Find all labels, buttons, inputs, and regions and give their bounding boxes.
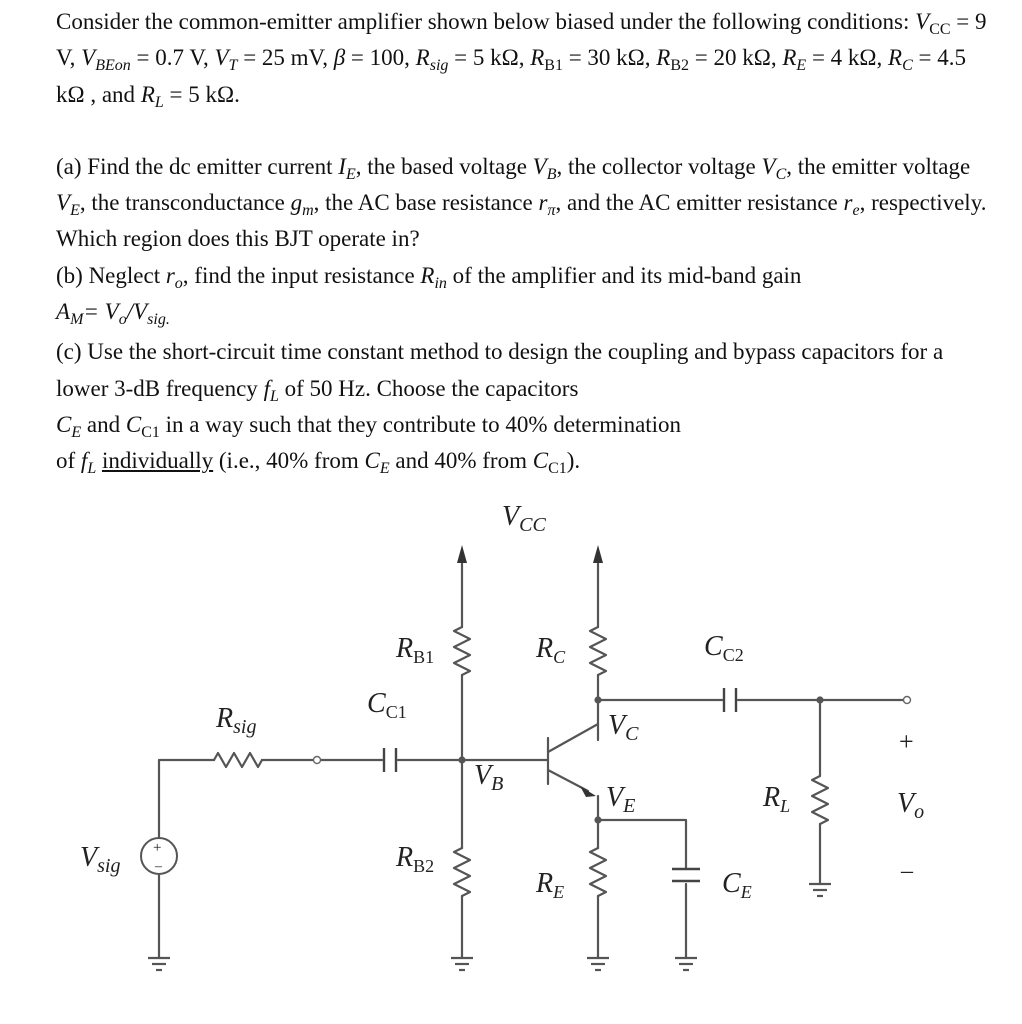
source-to-rsig-wire (159, 760, 214, 838)
rc-label: $R_C$ (536, 633, 566, 667)
rl-resistor (812, 776, 828, 824)
source-minus-sign: – (155, 859, 162, 874)
emitter-junction (594, 816, 601, 823)
part-c: (c) Use the short-circuit time constant method to design the coupling and bypass capacitors for a lower 3-dB frequency $f_L$ of 50 Hz. Choose the capacitors $C_E$ and $C_{C1}$ in a way such that they contribute to 40% determination of $f_L$ individually (i.e., 40% from $C_E$ and 40% from $C_{C1}$). (56, 339, 944, 478)
output-plus-label: + (899, 727, 914, 756)
cc1-label: $C_{C1}$ (367, 688, 407, 722)
collector-junction (594, 696, 601, 703)
intro-text: Consider the common-emitter amplifier shown below biased under the following conditions: (56, 9, 910, 34)
vo-label: $V_o$ (897, 788, 925, 823)
vcc-arrow-rb1 (457, 545, 467, 563)
vb-label: $V_B$ (474, 760, 504, 795)
ground-ce (675, 958, 697, 970)
part-b: (b) Neglect $r_o$, find the input resistance $R_{in}$ of the amplifier and its mid-band gain $A_M= V_o/V_{sig.}$ (56, 262, 802, 329)
output-junction (816, 696, 823, 703)
vcc-arrow-rc (593, 545, 603, 563)
ve-label: $V_E$ (606, 782, 636, 817)
ground-re (587, 958, 609, 970)
source-plus-sign: + (153, 840, 162, 856)
rb2-resistor (454, 848, 470, 896)
rsig-label: $R_{sig}$ (216, 703, 257, 738)
output-minus-label: – (901, 858, 913, 884)
rsig-resistor (214, 753, 262, 767)
ground-rl (809, 884, 831, 896)
vcc-label: $V_{CC}$ (502, 501, 546, 536)
bjt-collector-lead (548, 724, 598, 752)
re-resistor (590, 848, 606, 896)
rb1-resistor (454, 627, 470, 675)
vc-label: $V_C$ (608, 710, 639, 745)
rb2-label: $R_{B2}$ (396, 842, 435, 876)
conditions-paragraph: Consider the common-emitter amplifier shown below biased under the following conditions: $V_{CC} = 9$ V, $V_{BEon} = 0.7$ V, $V_T = 25$ mV, β = 100, $R_{sig} = 5$ kΩ, $R_{B1} = 30$ kΩ, $R_{B2} = 20$ kΩ, $R_E = 4$ kΩ, $R_C = 4.5$ kΩ , and $R_L = 5$ kΩ. (56, 9, 987, 111)
re-label: $R_E$ (536, 868, 565, 902)
underlined-word: individually (101, 448, 214, 474)
bjt-emitter-arrow (580, 786, 596, 797)
emitter-to-ce-wire (598, 820, 686, 868)
ce-label: $C_E$ (722, 868, 752, 902)
ground-source (148, 958, 170, 970)
rb1-label: $R_{B1}$ (396, 633, 435, 667)
rl-label: $R_L$ (763, 782, 791, 816)
rc-resistor (590, 627, 606, 675)
input-terminal (314, 757, 321, 764)
output-terminal (904, 697, 911, 704)
part-a: (a) Find the dc emitter current $I_E$, the based voltage $V_B$, the collector voltage $V_C$, the emitter voltage $V_E$, the transconductance $g_m$, the AC base resistance $r_\pi$, and the AC emitter resistance $r_e$, respectively. Which region does this BJT operate in? (56, 153, 987, 252)
vsig-label: $V_{sig}$ (80, 842, 121, 877)
ground-rb2 (451, 958, 473, 970)
cc2-label: $C_{C2}$ (704, 631, 744, 665)
base-junction (458, 756, 465, 763)
